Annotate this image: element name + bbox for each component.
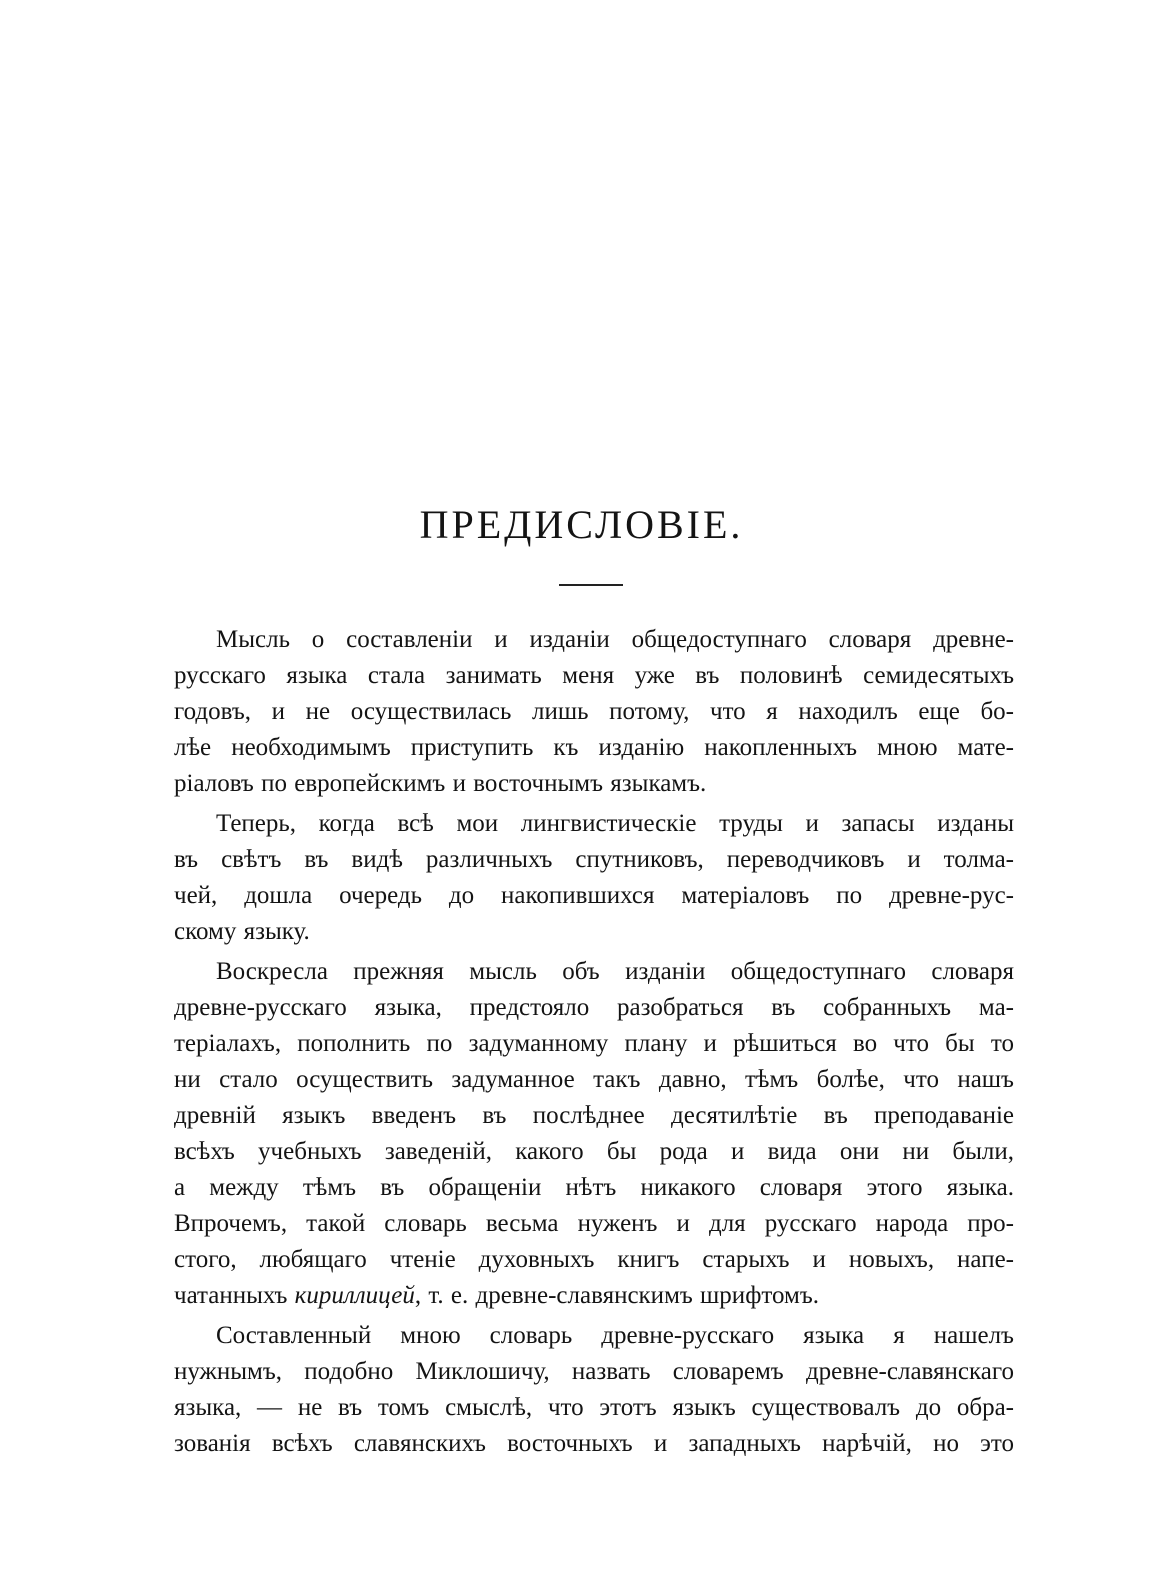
text-line: Теперь, когда всѣ мои лингвистическіе труды и запасы изданы bbox=[216, 810, 1014, 837]
text-line: всѣхъ учебныхъ заведеній, какого бы рода и вида они ни были, bbox=[174, 1138, 1014, 1165]
paragraph bbox=[174, 806, 1014, 950]
text-line: Составленный мною словарь древне-русскаго языка я нашелъ bbox=[216, 1322, 1014, 1349]
text-line: въ свѣтъ въ видѣ различныхъ спутниковъ, переводчиковъ и толма- bbox=[174, 846, 1014, 873]
text-line: древній языкъ введенъ въ послѣднее десятилѣтіе въ преподаваніе bbox=[174, 1102, 1014, 1129]
text-line: теріалахъ, пополнить по задуманному плану и рѣшиться во что бы то bbox=[174, 1030, 1014, 1057]
paragraph bbox=[174, 1318, 1014, 1462]
text-run: , т. е. древне-славянскимъ шрифтомъ. bbox=[414, 1282, 820, 1309]
text-line: скому языку. bbox=[174, 918, 310, 945]
paragraph bbox=[174, 954, 1014, 1314]
text-line bbox=[174, 1278, 1014, 1314]
italic-term: кириллицей bbox=[294, 1282, 415, 1309]
preface-body bbox=[174, 622, 1014, 1466]
text-line: Воскресла прежняя мысль объ изданіи общедоступнаго словаря bbox=[216, 958, 1014, 985]
text-line: Мысль о составленіи и изданіи общедоступнаго словаря древне- bbox=[216, 626, 1014, 653]
text-line: годовъ, и не осуществилась лишь потому, что я находилъ еще бо- bbox=[174, 698, 1014, 725]
text-line: стого, любящаго чтеніе духовныхъ книгъ старыхъ и новыхъ, напе- bbox=[174, 1246, 1014, 1273]
paragraph bbox=[174, 622, 1014, 802]
text-line: языка, — не въ томъ смыслѣ, что этотъ языкъ существовалъ до обра- bbox=[174, 1394, 1014, 1421]
title-divider bbox=[559, 584, 623, 586]
text-line: древне-русскаго языка, предстояло разобраться въ собранныхъ ма- bbox=[174, 994, 1014, 1021]
page-title: ПРЕДИСЛОВІЕ. bbox=[419, 502, 744, 547]
text-line: ни стало осуществить задуманное такъ давно, тѣмъ болѣе, что нашъ bbox=[174, 1066, 1014, 1093]
text-line: Впрочемъ, такой словарь весьма нуженъ и для русскаго народа про- bbox=[174, 1210, 1014, 1237]
text-line: нужнымъ, подобно Миклошичу, назвать словаремъ древне-славянскаго bbox=[174, 1358, 1014, 1385]
text-run: чатанныхъ bbox=[174, 1282, 295, 1309]
text-line: зованія всѣхъ славянскихъ восточныхъ и западныхъ нарѣчій, но это bbox=[174, 1430, 1014, 1457]
text-line: ріаловъ по европейскимъ и восточнымъ языкамъ. bbox=[174, 770, 707, 797]
text-line: лѣе необходимымъ приступить къ изданію накопленныхъ мною мате- bbox=[174, 734, 1014, 761]
text-line: чей, дошла очередь до накопившихся матеріаловъ по древне-рус- bbox=[174, 882, 1014, 909]
text-line: а между тѣмъ въ обращеніи нѣтъ никакого словаря этого языка. bbox=[174, 1174, 1014, 1201]
text-line: русскаго языка стала занимать меня уже въ половинѣ семидесятыхъ bbox=[174, 662, 1014, 689]
